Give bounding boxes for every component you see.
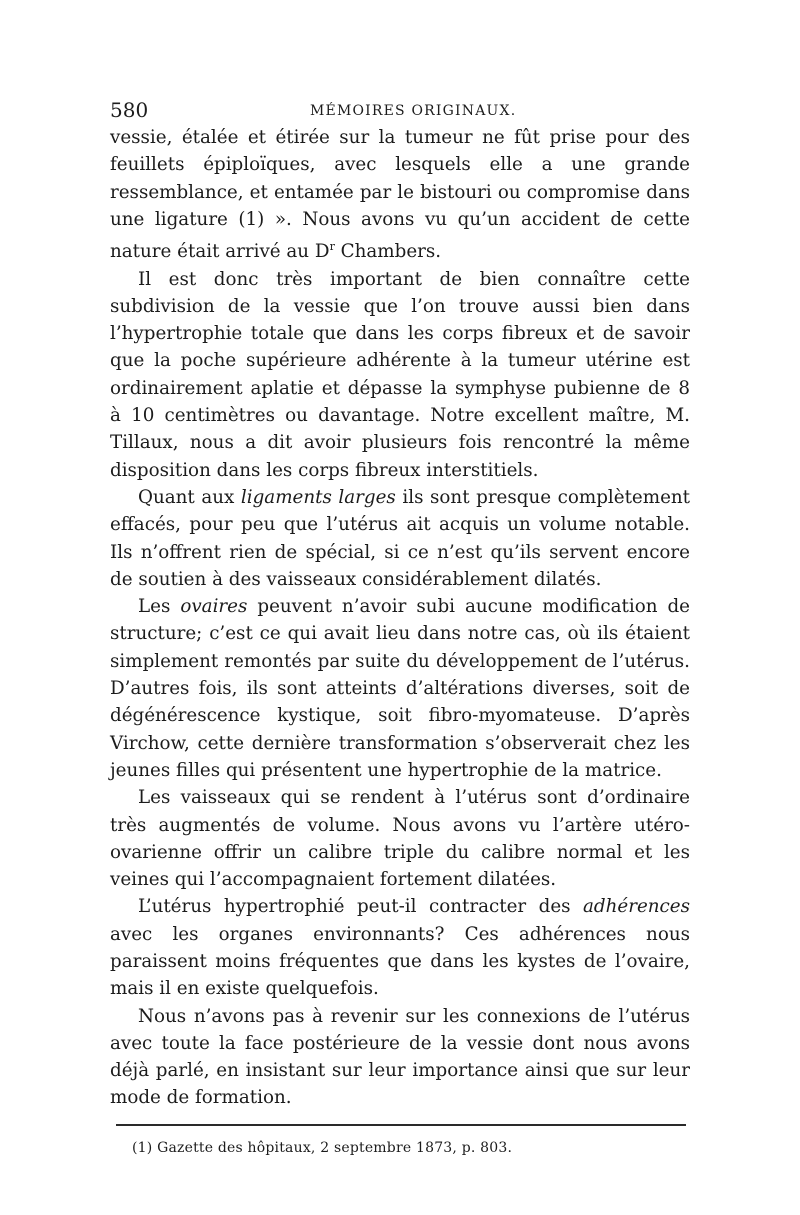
paragraph: Quant aux ligaments larges ils sont presque complètement effacés, pour peu que l’utérus ait acquis un volume notable. Ils n’offrent rien de spécial, si ce n’est qu’ils servent encore de soutien à des vaisseaux considérablement dilatés. <box>110 486 691 590</box>
paragraph: Nous n’avons pas à revenir sur les connexions de l’utérus avec toute la face postérieure de la vessie dont nous avons déjà parlé, en insistant sur leur importance ainsi que sur leur mode de formation. <box>110 1005 690 1109</box>
paragraph: L’utérus hypertrophié peut-il contracter des adhérences avec les organes environnants? Ces adhérences nous paraissent moins fréquentes que dans les kystes de l’ovaire, mais il en existe quelquefois. <box>110 896 690 1000</box>
body-text <box>110 124 690 1112</box>
superscript: r <box>329 240 335 254</box>
paragraph: Les ovaires peuvent n’avoir subi aucune modification de structure; c’est ce qui avait lieu dans notre cas, où ils étaient simplement remontés par suite du développement de l’utérus. D’autres fois, ils sont atteints d’altérations diverses, soit de dégénérescence kystique, soit fibro-myomateuse. D’après Virchow, cette dernière transformation s’observerait chez les jeunes filles qui présentent une hypertrophie de la matrice. <box>110 596 690 781</box>
document-page <box>110 96 690 1158</box>
italic-term: ovaires <box>180 596 248 618</box>
running-title: MÉMOIRES ORIGINAUX. <box>310 103 517 119</box>
footnote: (1) Gazette des hôpitaux, 2 septembre 1873, p. 803. <box>132 1139 513 1156</box>
page-header <box>110 96 690 124</box>
italic-term: ligaments larges <box>240 486 396 508</box>
paragraph: Les vaisseaux qui se rendent à l’utérus sont d’ordinaire très augmentés de volume. Nous avons vu l’artère utéro-ovarienne offrir un calibre triple du calibre normal et les veines qui l’accompagnaient fortement dilatées. <box>110 787 690 891</box>
italic-term: adhérences <box>583 896 690 918</box>
page-number: 580 <box>110 98 149 122</box>
footnote-divider <box>116 1124 686 1126</box>
paragraph: Il est donc très important de bien connaître cette subdivision de la vessie que l’on trouve aussi bien dans l’hypertrophie totale que dans les corps fibreux et de savoir que la poche supérieure adhérente à la tumeur utérine est ordinairement aplatie et dépasse la symphyse pubienne de 8 à 10 centimètres ou davantage. Notre excellent maître, M. Tillaux, nous a dit avoir plusieurs fois rencontré la même disposition dans les corps fibreux interstitiels. <box>110 268 690 481</box>
paragraph: vessie, étalée et étirée sur la tumeur ne fût prise pour des feuillets épiploïques, avec lesquels elle a une grande ressemblance, et entamée par le bistouri ou compromise dans une ligature (1) ». Nous avons vu qu’un accident de cette nature était arrivé au $D^r$ Chambers. <box>110 127 690 263</box>
